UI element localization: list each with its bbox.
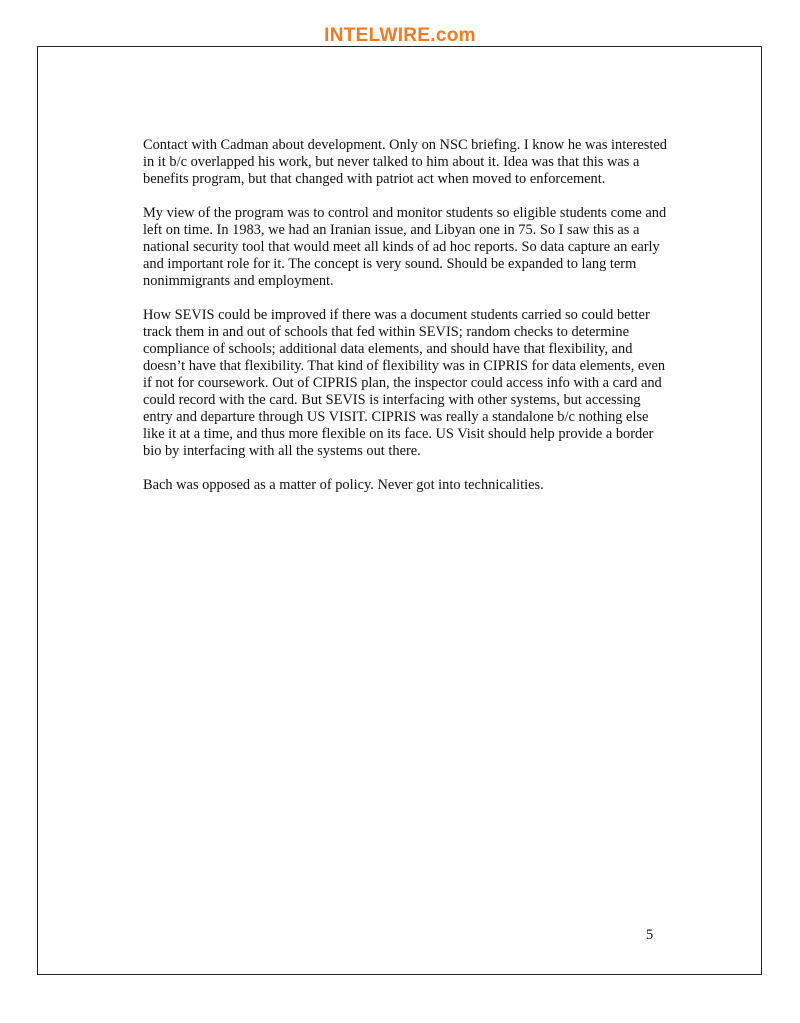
watermark-logo (0, 25, 800, 47)
paragraph-sevis-improvements: How SEVIS could be improved if there was a document students carried so could better track them in and out of schools that fed within SEVIS; random checks to determine compliance of schools; additional data elements, and should have that flexibility, and doesn’t have that flexibility. That kind of flexibility was in CIPRIS for data elements, even if not for coursework. Out of CIPRIS plan, the inspector could access info with a card and could record with the card. But SEVIS is interfacing with other systems, but accessing entry and departure through US VISIT. CIPRIS was really a standalone b/c nothing else like it at a time, and thus more flexible on its face. US Visit should help provide a border bio by interfacing with all the systems out there. (143, 307, 666, 459)
paragraph-bach-opposition: Bach was opposed as a matter of policy. Never got into technicalities. (143, 477, 544, 493)
page-number: 5 (646, 927, 654, 943)
paragraph-cadman-contact: Contact with Cadman about development. Only on NSC briefing. I know he was interested in it b/c overlapped his work, but never talked to him about it. Idea was that this was a benefits program, but that changed with patriot act when moved to enforcement. (143, 137, 667, 187)
paragraph-program-view: My view of the program was to control and monitor students so eligible students come and left on time. In 1983, we had an Iranian issue, and Libyan one in 75. So I saw this as a national security tool that would meet all kinds of ad hoc reports. So data capture an early and important role for it. The concept is very sound. Should be expanded to lang term nonimmigrants and employment. (143, 205, 667, 289)
document-body (143, 137, 668, 511)
watermark-text: INTELWIRE.com (324, 25, 476, 46)
